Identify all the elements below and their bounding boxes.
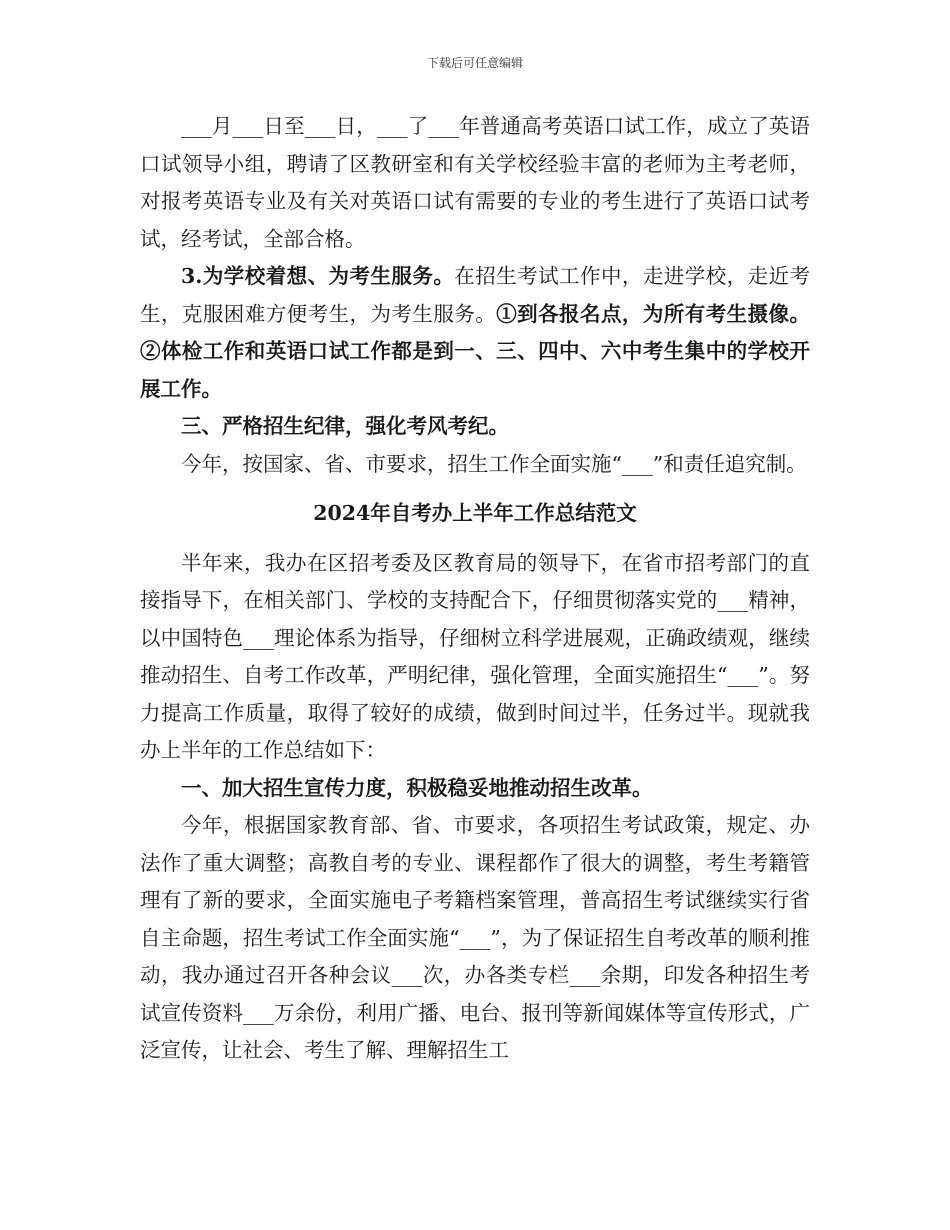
- paragraph-lead-heading: 3.为学校着想、为考生服务。: [181, 264, 455, 288]
- section-heading-discipline: 三、严格招生纪律，强化考风考纪。: [181, 414, 509, 438]
- paragraph-oral-exam: ___月___日至___日，___了___年普通高考英语口试工作，成立了英语口试领导小组，聘请了区教研室和有关学校经验丰富的老师为主考老师，对报考英语专业及有关对英语口试有需要的专业的考生进行了英语口试考试，经考试，全部合格。: [140, 114, 810, 251]
- paragraph-accountability: 今年，按国家、省、市要求，招生工作全面实施“___”和责任追究制。: [181, 451, 807, 476]
- section-heading-publicity: 一、加大招生宣传力度，积极稳妥地推动招生改革。: [181, 775, 653, 800]
- paragraph-summary-intro: 半年来，我办在区招考委及区教育局的领导下，在省市招考部门的直接指导下，在相关部门、学校的支持配合下，仔细贯彻落实党的___精神，以中国特色___理论体系为指导，仔细树立科学进展观，正确政绩观，继续推动招生、自考工作改革，严明纪律，强化管理，全面实施招生“___”。努力提高工作质量，取得了较好的成绩，做到时间过半，任务过半。现就我办上半年的工作总结如下：: [140, 550, 810, 762]
- paragraph-publicity-details: 今年，根据国家教育部、省、市要求，各项招生考试政策，规定、办法作了重大调整；高教自考的专业、课程都作了很大的调整，考生考籍管理有了新的要求，全面实施电子考籍档案管理，普高招生考试继续实行省自主命题，招生考试工作全面实施“___”，为了保证招生自考改革的顺利推动，我办通过召开各种会议___次，办各类专栏___余期，印发各种招生考试宣传资料___万余份，利用广播、电台、报刊等新闻媒体等宣传形式，广泛宣传，让社会、考生了解、理解招生工: [140, 813, 810, 1062]
- paragraph-body-text: 在招生考试工作中，走进学校，走近考生，克服困难方便考生，为考生服务。: [140, 264, 811, 326]
- paragraph-serve-students: [140, 258, 810, 408]
- page-header-note: 下载后可任意编辑: [426, 56, 523, 70]
- paragraph-bold-text: ①到各报名点，为所有考生摄像。②体检工作和英语口试工作都是到一、三、四中、六中考生集中的学校开展工作。: [140, 301, 811, 401]
- document-title: 2024年自考办上半年工作总结范文: [313, 501, 637, 525]
- document-body: [140, 108, 810, 1070]
